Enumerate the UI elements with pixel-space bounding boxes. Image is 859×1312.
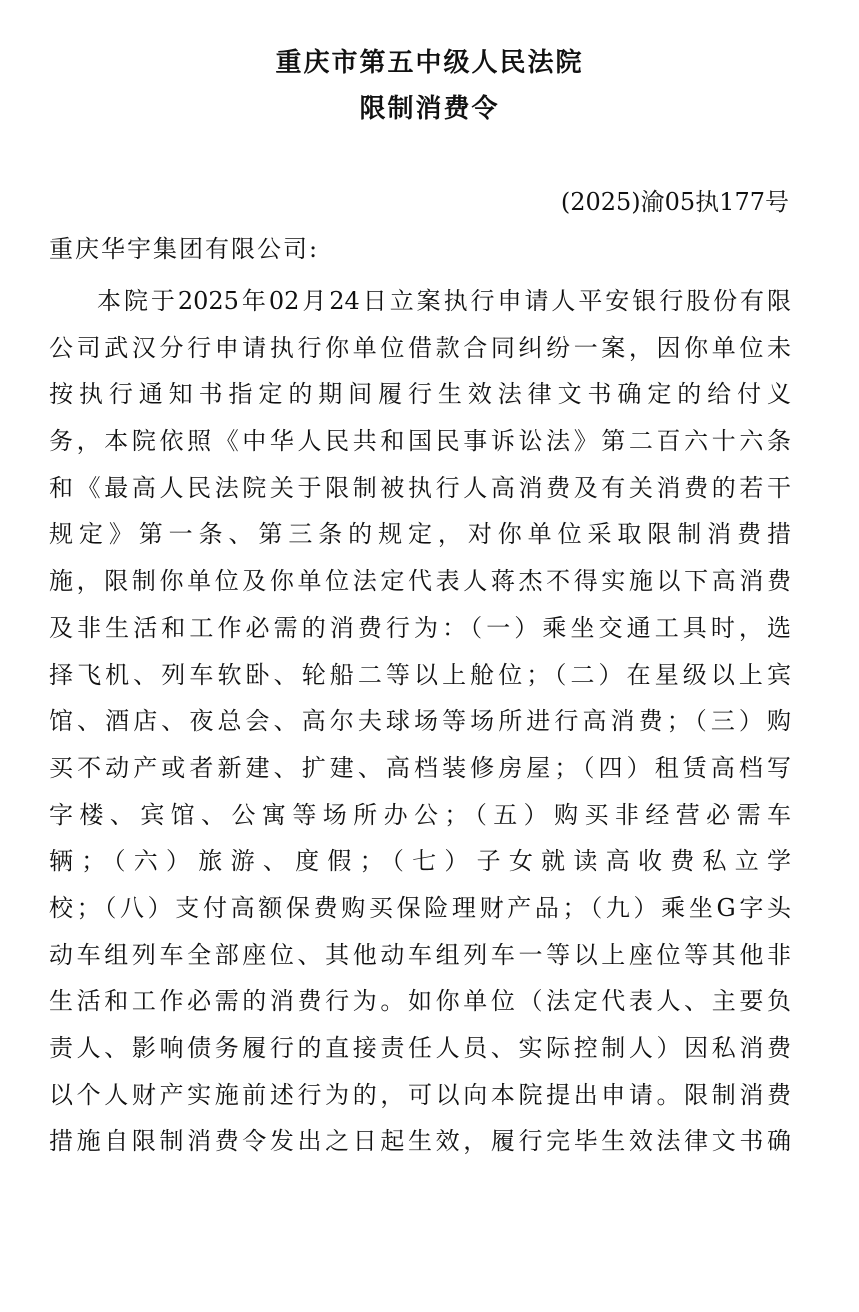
body-line: 买不动产或者新建、扩建、高档装修房屋；（四）租赁高档写 <box>49 753 791 782</box>
body-line: 按执行通知书指定的期间履行生效法律文书确定的给付义 <box>49 380 791 409</box>
body-line: 责人、影响债务履行的直接责任人员、实际控制人）因私消费 <box>49 1034 791 1062</box>
body-line: 生活和工作必需的消费行为。如你单位（法定代表人、主要负 <box>49 987 791 1016</box>
body-line: 和《最高人民法院关于限制被执行人高消费及有关消费的若干 <box>49 473 791 502</box>
document-type-heading: 限制消费令 <box>359 94 500 124</box>
body-line: 务，本院依照《中华人民共和国民事诉讼法》第二百六十六条 <box>49 427 791 456</box>
body-line: 动车组列车全部座位、其他动车组列车一等以上座位等其他非 <box>49 940 791 969</box>
body-line: 字楼、宾馆、公寓等场所办公；（五）购买非经营必需车 <box>49 800 791 829</box>
addressee: 重庆华宇集团有限公司: <box>49 235 320 263</box>
body-line: 措施自限制消费令发出之日起生效，履行完毕生效法律文书确 <box>49 1127 791 1156</box>
body-line: 公司武汉分行申请执行你单位借款合同纠纷一案，因你单位未 <box>49 333 791 362</box>
case-number: (2025)渝05执177号 <box>560 188 789 216</box>
body-line: 规定》第一条、第三条的规定，对你单位采取限制消费措 <box>49 520 791 549</box>
body-line: 以个人财产实施前述行为的，可以向本院提出申请。限制消费 <box>49 1080 791 1109</box>
court-name-heading: 重庆市第五中级人民法院 <box>275 48 584 78</box>
body-line: 施，限制你单位及你单位法定代表人蒋杰不得实施以下高消费 <box>49 567 791 596</box>
body-line: 及非生活和工作必需的消费行为：（一）乘坐交通工具时，选 <box>49 613 791 642</box>
body-line: 择飞机、列车软卧、轮船二等以上舱位；（二）在星级以上宾 <box>49 660 791 689</box>
body-line: 校；（八）支付高额保费购买保险理财产品；（九）乘坐G字头 <box>49 893 791 922</box>
body-line: 辆；（六）旅游、度假；（七）子女就读高收费私立学 <box>49 847 791 876</box>
body-paragraph <box>49 284 791 1171</box>
body-line: 馆、酒店、夜总会、高尔夫球场等场所进行高消费；（三）购 <box>49 707 791 736</box>
body-line: 本院于2025年02月24日立案执行申请人平安银行股份有限 <box>97 287 791 315</box>
